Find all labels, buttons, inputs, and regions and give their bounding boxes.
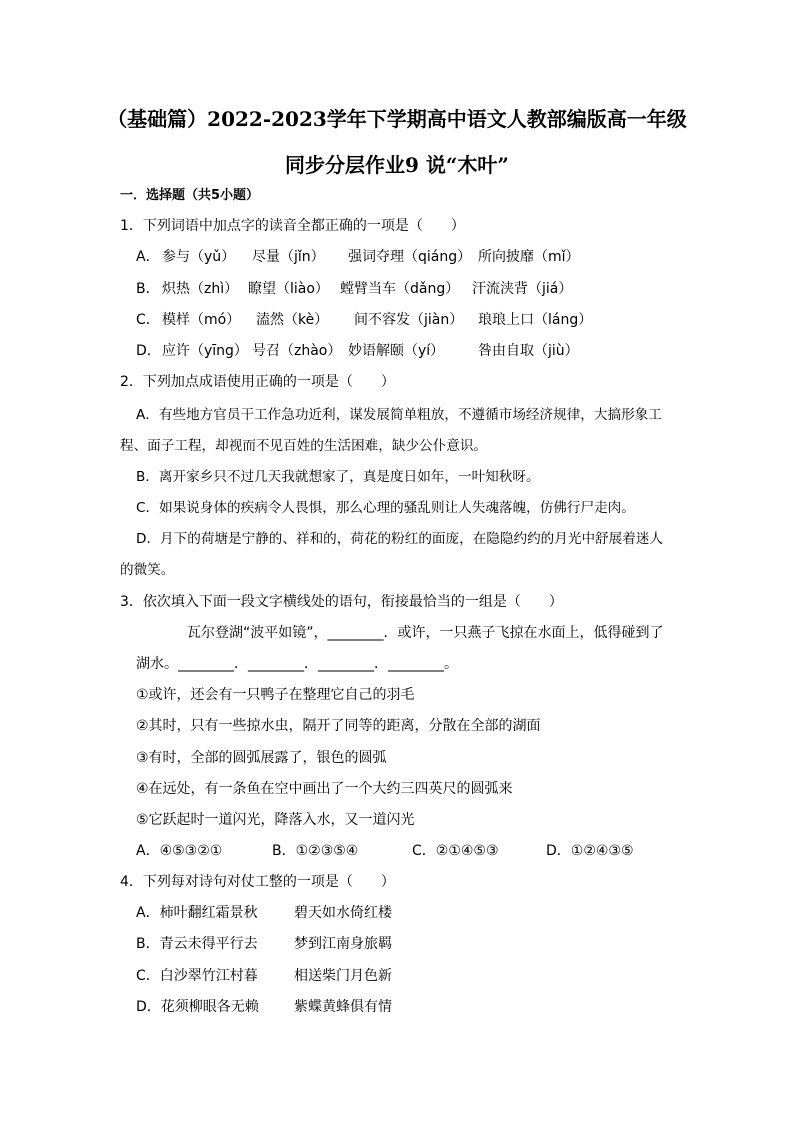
q4-stem: 4．下列每对诗句对仗工整的一项是（ ）	[120, 874, 395, 890]
option-label: C．	[136, 312, 160, 328]
option-line2: 紫蝶黄蜂俱有情	[294, 999, 392, 1015]
option-item: 应许（yīng）	[162, 343, 248, 359]
option-item: 汗流浃背（jiá）	[472, 281, 573, 297]
q3-sentence-2: ②其时，只有一些掠水虫，隔开了同等的距离，分散在全部的湖面	[136, 718, 541, 734]
option-item: 号召（zhào）	[252, 343, 342, 359]
q3-option-d: D．①②④③⑤	[546, 843, 634, 859]
option-item: 强词夺理（qiáng）	[348, 249, 472, 265]
q1-stem: 1．下列词语中加点字的读音全都正确的一项是（ ）	[120, 218, 465, 234]
q2-stem: 2．下列加点成语使用正确的一项是（ ）	[120, 374, 395, 390]
option-label: A．	[136, 249, 160, 265]
option-item: 尽量（jǐn）	[252, 249, 325, 265]
option-label: B．	[136, 281, 160, 297]
document-title-line1: （基础篇）2022-2023学年下学期高中语文人教部编版高一年级	[107, 107, 687, 131]
option-line2: 碧天如水倚红楼	[294, 905, 392, 921]
option-line1: B．青云未得平行去	[136, 936, 258, 952]
q2-option-a-line1: A．有些地方官员干工作急功近利，谋发展简单粗放，不遵循市场经济规律，大搞形象工	[136, 407, 662, 423]
q3-passage-line2: 湖水。________．________．________．________。	[136, 656, 458, 672]
q3-sentence-3: ③有时，全部的圆弧展露了，银色的圆弧	[136, 750, 387, 766]
option-item: 炽热（zhì）	[162, 281, 239, 297]
q2-option-c: C．如果说身体的疾病令人畏惧，那么心理的骚乱则让人失魂落魄，仿佛行尸走肉。	[136, 500, 635, 516]
q3-sentence-4: ④在远处，有一条鱼在空中画出了一个大约三四英尺的圆弧来	[136, 781, 513, 797]
q2-option-d-line1: D．月下的荷塘是宁静的、祥和的，荷花的粉红的面庞，在隐隐约约的月光中舒展着迷人	[136, 531, 664, 547]
option-line1: A．柿叶翻红霜景秋	[136, 905, 258, 921]
q3-option-b: B．①②③⑤④	[272, 843, 359, 859]
option-line2: 梦到江南身旅羁	[294, 936, 392, 952]
option-item: 间不容发（jiàn）	[354, 312, 464, 328]
option-item: 琅琅上口（láng）	[478, 312, 593, 328]
option-item: 模样（mó）	[162, 312, 241, 328]
option-line1: D．花须柳眼各无赖	[136, 999, 259, 1015]
q2-option-a-line2: 程、面子工程，却视而不见百姓的生活困难，缺少公仆意识。	[120, 438, 488, 454]
option-item: 所向披靡（mǐ）	[478, 249, 580, 265]
option-item: 溘然（kè）	[256, 312, 329, 328]
q3-stem: 3．依次填入下面一段文字横线处的语句，衔接最恰当的一组是（ ）	[120, 594, 563, 610]
document-title-line2: 同步分层作业9 说“木叶”	[285, 153, 509, 177]
q2-option-b: B．离开家乡只不过几天我就想家了，真是度日如年，一叶知秋呀。	[136, 469, 540, 485]
option-item: 螳臂当车（dǎng）	[340, 281, 460, 297]
option-item: 瞭望（liào）	[248, 281, 329, 297]
q3-sentence-1: ①或许，还会有一只鸭子在整理它自己的羽毛	[136, 687, 415, 703]
q3-option-a: A．④⑤③②①	[136, 843, 223, 859]
q3-passage-line1: 瓦尔登湖“波平如镜”，________．或许，一只燕子飞掠在水面上，低得碰到了	[187, 625, 664, 641]
q2-option-d-line2: 的微笑。	[120, 562, 175, 578]
option-line2: 相送柴门月色新	[294, 968, 392, 984]
option-label: D．	[136, 343, 161, 359]
option-item: 妙语解颐（yí）	[348, 343, 445, 359]
q3-option-c: C．②①④⑤③	[412, 843, 499, 859]
q3-sentence-5: ⑤它跃起时一道闪光，降落入水，又一道闪光	[136, 812, 415, 828]
section-heading: 一．选择题（共5小题）	[120, 188, 260, 203]
option-line1: C．白沙翠竹江村暮	[136, 968, 258, 984]
option-item: 咎由自取（jiù）	[478, 343, 579, 359]
option-item: 参与（yǔ）	[162, 249, 236, 265]
